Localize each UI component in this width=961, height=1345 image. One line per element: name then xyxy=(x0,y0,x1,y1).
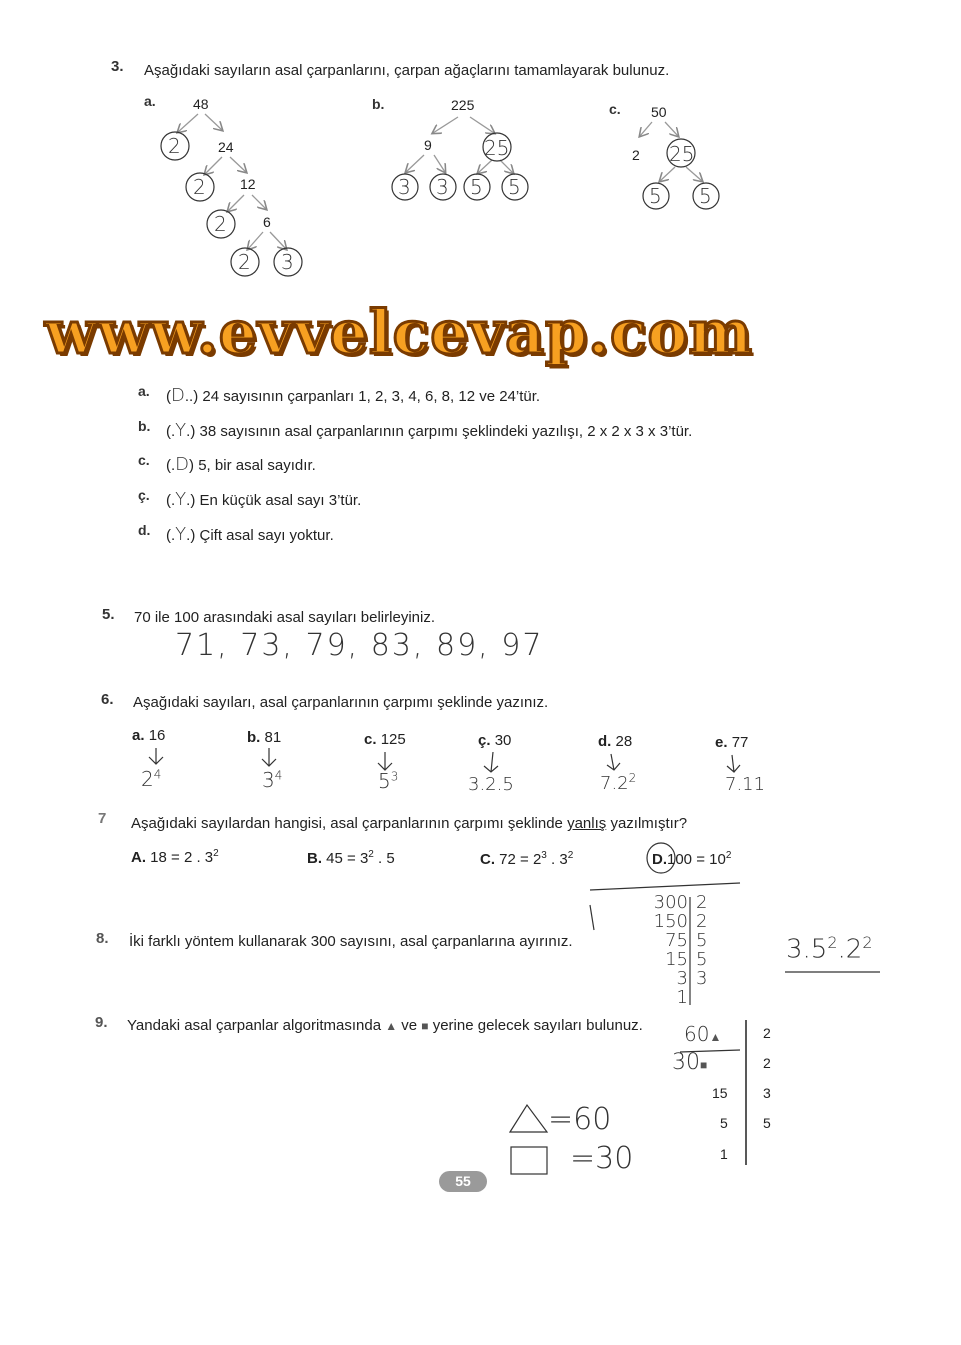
tree-a-label: a. xyxy=(144,93,156,109)
q7-option-d xyxy=(652,850,731,868)
q4-a-label: a. xyxy=(138,383,150,399)
q9-left-4: 1 xyxy=(720,1146,728,1162)
q6-e-value: 77 xyxy=(731,734,749,751)
q9-text xyxy=(127,1017,643,1034)
square-icon: ■ xyxy=(421,1019,429,1033)
q4-d-row: (.Y.) Çift asal sayı yoktur. xyxy=(166,524,334,545)
q4-a-answer: D xyxy=(171,385,185,406)
tree-b-prime-1: 3 xyxy=(398,175,411,199)
q6-a-label: a. xyxy=(132,727,145,744)
tree-b-prime-3: 5 xyxy=(470,175,483,199)
tree-a-node-24: 24 xyxy=(218,139,234,155)
q6-b xyxy=(247,729,281,746)
tree-b-node-9: 9 xyxy=(424,137,432,153)
q6-a-answer-base: 2 xyxy=(141,767,154,791)
q7-option-d-exp: 2 xyxy=(725,850,732,861)
q4-b-label: b. xyxy=(138,418,151,434)
q9-left-2: 15 xyxy=(712,1085,728,1101)
q8-answer-mid: .2 xyxy=(837,934,863,965)
q7-option-b-label: B. xyxy=(307,850,322,867)
q4-c-row: (.D) 5, bir asal sayıdır. xyxy=(166,454,316,475)
q9-text-mid: ve xyxy=(401,1017,418,1034)
tree-a-root: 48 xyxy=(193,96,209,112)
q6-number: 6. xyxy=(101,691,114,708)
q8-div-left-1: 150 xyxy=(653,911,688,932)
q6-cc-answer: 3.2.5 xyxy=(468,774,514,795)
q6-a-value: 16 xyxy=(148,727,166,744)
q9-left-1-value: 30 xyxy=(672,1050,700,1075)
tree-b-label: b. xyxy=(372,96,385,112)
q9-number: 9. xyxy=(95,1014,108,1031)
q7-option-c-exp: 3 xyxy=(541,850,547,861)
q4-c-text: 5, bir asal sayıdır. xyxy=(198,457,316,474)
q4-cc-row: (.Y.) En küçük asal sayı 3’tür. xyxy=(166,489,362,510)
q7-text-after: yazılmıştır? xyxy=(610,815,688,832)
q6-d-answer xyxy=(600,771,636,794)
q8-div-left-4: 3 xyxy=(676,968,688,989)
q6-b-answer xyxy=(262,768,282,792)
q6-b-value: 81 xyxy=(264,729,282,746)
page-number: 55 xyxy=(439,1171,487,1192)
q4-c-label: c. xyxy=(138,452,150,468)
q8-div-right-1: 2 xyxy=(696,911,708,932)
q7-option-c-tail: . 3 xyxy=(546,851,568,868)
q8-division-right xyxy=(696,893,707,988)
q9-left-3: 5 xyxy=(720,1115,728,1131)
q8-div-left-3: 15 xyxy=(665,949,688,970)
tree-a-node-12: 12 xyxy=(240,176,256,192)
q7-text-underlined: yanlış xyxy=(567,815,607,832)
q8-div-right-0: 2 xyxy=(696,892,708,913)
tree-c-label: c. xyxy=(609,101,621,117)
q6-c-answer xyxy=(378,769,398,793)
q6-e xyxy=(715,734,748,751)
q6-d-answer-base: 7.2 xyxy=(600,773,629,794)
tree-b-root: 225 xyxy=(451,97,475,113)
tree-c-node-2: 2 xyxy=(632,147,640,163)
q6-d xyxy=(598,733,632,750)
q6-a-answer xyxy=(141,767,161,791)
q7-option-b xyxy=(307,849,395,867)
q8-div-left-2: 75 xyxy=(665,930,688,951)
q4-cc-text: En küçük asal sayı 3’tür. xyxy=(199,492,362,509)
q6-d-label: d. xyxy=(598,733,612,750)
q9-right-0: 2 xyxy=(763,1025,771,1041)
q6-c-answer-exp: 3 xyxy=(390,769,399,784)
q6-b-answer-exp: 4 xyxy=(274,768,283,783)
q7-text xyxy=(131,815,687,832)
q9-left-0 xyxy=(684,1022,721,1046)
tree-a-prime-2: 2 xyxy=(193,175,206,199)
tree-a-prime-1: 2 xyxy=(168,134,181,158)
tree-c-node-25: 25 xyxy=(669,142,695,166)
q6-c-answer-base: 5 xyxy=(378,769,391,793)
q9-answer-triangle: =60 xyxy=(548,1102,612,1137)
q7-option-b-exp: 2 xyxy=(368,849,374,860)
q9-right-2: 3 xyxy=(763,1085,771,1101)
q6-d-value: 28 xyxy=(615,733,633,750)
watermark-text: www.evvelcevap.com xyxy=(45,298,753,368)
q6-d-answer-exp: 2 xyxy=(628,771,637,785)
q6-a xyxy=(132,727,165,744)
triangle-icon: ▲ xyxy=(385,1019,398,1033)
q4-cc-answer: Y xyxy=(175,489,187,510)
q6-a-answer-exp: 4 xyxy=(153,767,162,782)
q7-text-before: Aşağıdaki sayılardan hangisi, asal çarpanlarının çarpımı şeklinde xyxy=(131,815,563,832)
q6-c-value: 125 xyxy=(380,731,406,748)
q8-answer-exp2: 2 xyxy=(862,933,873,952)
q8-answer-exp1: 2 xyxy=(827,933,838,952)
tree-a-prime-4: 2 xyxy=(238,250,251,274)
q7-option-a xyxy=(131,848,219,866)
triangle-icon: ▲ xyxy=(709,1030,722,1044)
q8-division-left xyxy=(648,893,688,1007)
q6-c-label: c. xyxy=(364,731,377,748)
q7-option-c-label: C. xyxy=(480,851,495,868)
q9-right-1: 2 xyxy=(763,1055,771,1071)
q4-c-answer: D xyxy=(175,454,190,475)
q7-option-b-tail: . 5 xyxy=(373,850,395,867)
q7-option-c-text: 72 = 2 xyxy=(499,851,542,868)
q4-d-answer: Y xyxy=(175,524,187,545)
q4-b-text: 38 sayısının asal çarpanlarının çarpımı şeklindeki yazılışı, 2 x 2 x 3 x 3’tür. xyxy=(199,423,693,440)
tree-a-node-6: 6 xyxy=(263,214,271,230)
q8-number: 8. xyxy=(96,930,109,947)
q8-div-left-5: 1 xyxy=(676,987,688,1008)
q4-d-label: d. xyxy=(138,522,151,538)
q3-text: Aşağıdaki sayıların asal çarpanlarını, çarpan ağaçlarını tamamlayarak bulunuz. xyxy=(144,62,670,79)
square-icon: ■ xyxy=(700,1058,708,1072)
tree-b-node-25: 25 xyxy=(484,136,510,160)
tree-a-prime-5: 3 xyxy=(281,250,294,274)
q5-number: 5. xyxy=(102,606,115,623)
tree-b-prime-2: 3 xyxy=(436,175,449,199)
q4-a-text: 24 sayısının çarpanları 1, 2, 3, 4, 6, 8, 12 ve 24’tür. xyxy=(202,388,541,405)
q6-cc xyxy=(478,732,511,749)
q8-div-right-4: 3 xyxy=(696,968,708,989)
q9-text-after: yerine gelecek sayıları bulunuz. xyxy=(432,1017,643,1034)
tree-a-prime-3: 2 xyxy=(214,212,227,236)
q8-answer xyxy=(786,933,873,965)
q7-option-c xyxy=(480,850,573,868)
q6-b-answer-base: 3 xyxy=(262,768,275,792)
q4-b-row: (.Y.) 38 sayısının asal çarpanlarının çarpımı şeklindeki yazılışı, 2 x 2 x 3 x 3’tür. xyxy=(166,420,693,441)
q8-div-left-0: 300 xyxy=(653,892,688,913)
tree-c-prime-1: 5 xyxy=(649,184,662,208)
q8-div-right-2: 5 xyxy=(696,930,708,951)
q7-option-a-label: A. xyxy=(131,849,146,866)
tree-c-prime-2: 5 xyxy=(699,184,712,208)
q7-option-b-text: 45 = 3 xyxy=(326,850,369,867)
q6-cc-value: 30 xyxy=(494,732,512,749)
q7-option-c-exp2: 2 xyxy=(567,850,574,861)
q6-b-label: b. xyxy=(247,729,261,746)
q9-text-before: Yandaki asal çarpanlar algoritmasında xyxy=(127,1017,382,1034)
q9-left-0-value: 60 xyxy=(684,1022,710,1046)
q8-answer-base: 3.5 xyxy=(786,934,828,965)
q6-c xyxy=(364,731,406,748)
q7-number: 7 xyxy=(98,810,107,827)
q8-text: İki farklı yöntem kullanarak 300 sayısını, asal çarpanlarına ayırınız. xyxy=(129,933,573,950)
q9-left-1 xyxy=(672,1050,707,1075)
q7-option-d-label: D. xyxy=(652,851,667,868)
q9-answer-square: =30 xyxy=(570,1141,634,1176)
q6-e-label: e. xyxy=(715,734,728,751)
q4-b-answer: Y xyxy=(175,420,187,441)
q4-d-text: Çift asal sayı yoktur. xyxy=(199,527,334,544)
tree-b-prime-4: 5 xyxy=(508,175,521,199)
q6-text: Aşağıdaki sayıları, asal çarpanlarının çarpımı şeklinde yazınız. xyxy=(133,694,549,711)
q8-div-right-3: 5 xyxy=(696,949,708,970)
tree-c-root: 50 xyxy=(651,104,667,120)
q3-number: 3. xyxy=(111,58,124,75)
q6-cc-label: ç. xyxy=(478,732,491,749)
q9-right-3: 5 xyxy=(763,1115,771,1131)
q4-a-row: (D..) 24 sayısının çarpanları 1, 2, 3, 4, 6, 8, 12 ve 24’tür. xyxy=(166,385,541,406)
q5-text: 70 ile 100 arasındaki asal sayıları belirleyiniz. xyxy=(134,609,435,626)
q7-option-d-text: 100 = 10 xyxy=(667,851,726,868)
q6-e-answer: 7.11 xyxy=(725,774,766,795)
q7-option-a-text: 18 = 2 . 3 xyxy=(150,849,214,866)
q5-answer: 71, 73, 79, 83, 89, 97 xyxy=(175,628,544,663)
q4-cc-label: ç. xyxy=(138,487,150,503)
q7-option-a-exp: 2 xyxy=(213,848,219,859)
